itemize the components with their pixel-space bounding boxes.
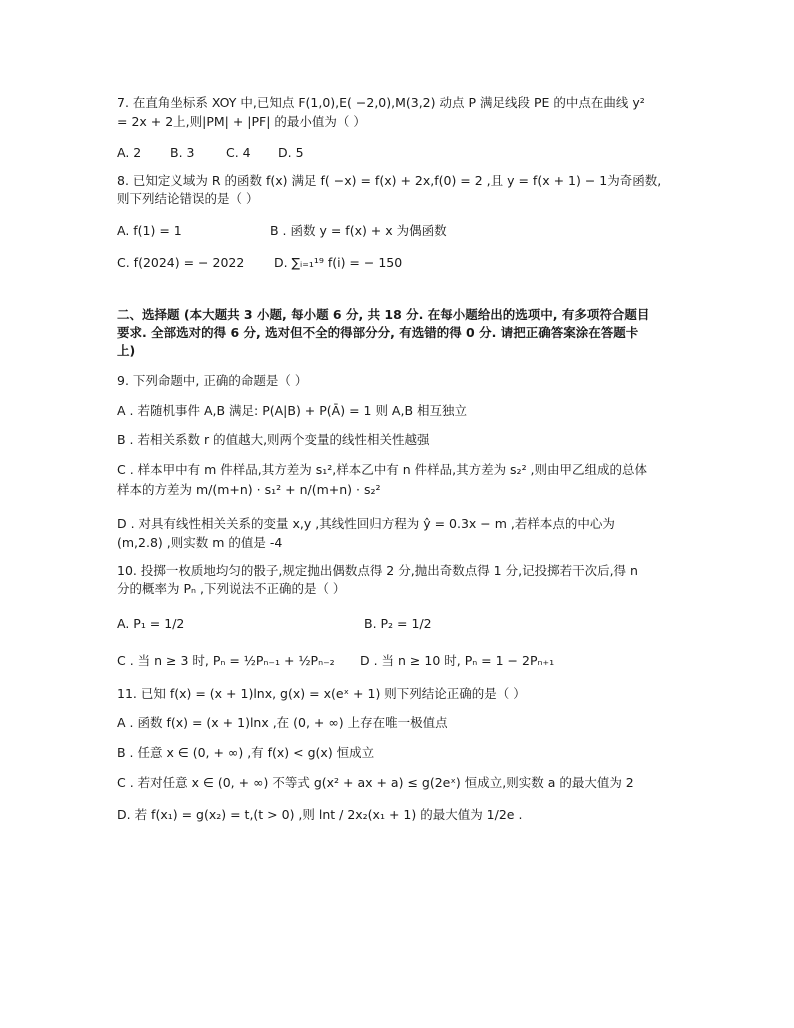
section2-heading-line2: 要求. 全部选对的得 6 分, 选对但不全的得部分分, 有选错的得 0 分. 请把正确答案涂在答题卡 — [117, 325, 639, 340]
q9-option-c-line2: 样本的方差为 m/(m+n) · s₁² + n/(m+n) · s₂² — [117, 482, 381, 497]
q9-option-a: A . 若随机事件 A,B 满足: P(A|B) + P(Ā) = 1 则 A,B 相互独立 — [117, 403, 467, 418]
q11-option-c: C . 若对任意 x ∈ (0, + ∞) 不等式 g(x² + ax + a) ≤ g(2eˣ) 恒成立,则实数 a 的最大值为 2 — [117, 775, 634, 790]
q7-stem-line1: 7. 在直角坐标系 XOY 中,已知点 F(1,0),E( −2,0),M(3,2) 动点 P 满足线段 PE 的中点在曲线 y² — [117, 95, 645, 110]
section2-heading-line3: 上) — [117, 343, 136, 358]
q11-option-d: D. 若 f(x₁) = g(x₂) = t,(t > 0) ,则 lnt / 2x₂(x₁ + 1) 的最大值为 1/2e . — [117, 807, 523, 822]
q10-option-a: A. P₁ = 1/2 — [117, 616, 185, 631]
q11-option-a: A . 函数 f(x) = (x + 1)lnx ,在 (0, + ∞) 上存在唯一极值点 — [117, 715, 448, 730]
q8-option-c: C. f(2024) = − 2022 — [117, 255, 245, 270]
q7-stem-line2: = 2x + 2上,则|PM| + |PF| 的最小值为（ ） — [117, 114, 366, 129]
q9-option-b: B . 若相关系数 r 的值越大,则两个变量的线性相关性越强 — [117, 432, 430, 447]
q8-stem-line2: 则下列结论错误的是（ ） — [117, 191, 259, 206]
q7-option-d: D. 5 — [278, 145, 304, 160]
q10-option-c: C . 当 n ≥ 3 时, Pₙ = ½Pₙ₋₁ + ½Pₙ₋₂ — [117, 653, 335, 668]
q10-stem-line2: 分的概率为 Pₙ ,下列说法不正确的是（ ） — [117, 581, 346, 596]
q7-option-b: B. 3 — [170, 145, 195, 160]
q10-option-d: D . 当 n ≥ 10 时, Pₙ = 1 − 2Pₙ₊₁ — [360, 653, 555, 668]
q9-option-d-line1: D . 对具有线性相关关系的变量 x,y ,其线性回归方程为 ŷ = 0.3x − m ,若样本点的中心为 — [117, 516, 615, 531]
q11-option-b: B . 任意 x ∈ (0, + ∞) ,有 f(x) < g(x) 恒成立 — [117, 745, 375, 760]
q8-option-d: D. ∑ᵢ₌₁¹⁹ f(i) = − 150 — [274, 255, 403, 270]
q10-option-b: B. P₂ = 1/2 — [364, 616, 432, 631]
section2-heading-line1: 二、选择题 (本大题共 3 小题, 每小题 6 分, 共 18 分. 在每小题给出的选项中, 有多项符合题目 — [117, 307, 650, 322]
q8-option-b: B . 函数 y = f(x) + x 为偶函数 — [270, 223, 447, 238]
q7-option-a: A. 2 — [117, 145, 142, 160]
q9-stem: 9. 下列命题中, 正确的命题是（ ） — [117, 373, 308, 388]
q9-option-d-line2: (m,2.8) ,则实数 m 的值是 -4 — [117, 535, 283, 550]
q10-stem-line1: 10. 投掷一枚质地均匀的骰子,规定抛出偶数点得 2 分,抛出奇数点得 1 分,记投掷若干次后,得 n — [117, 563, 638, 578]
q8-option-a: A. f(1) = 1 — [117, 223, 182, 238]
q11-stem: 11. 已知 f(x) = (x + 1)lnx, g(x) = x(eˣ + 1) 则下列结论正确的是（ ） — [117, 686, 526, 701]
q7-option-c: C. 4 — [226, 145, 251, 160]
q8-stem-line1: 8. 已知定义域为 R 的函数 f(x) 满足 f( −x) = f(x) + 2x,f(0) = 2 ,且 y = f(x + 1) − 1为奇函数, — [117, 173, 662, 188]
q9-option-c-line1: C . 样本甲中有 m 件样品,其方差为 s₁²,样本乙中有 n 件样品,其方差为 s₂² ,则由甲乙组成的总体 — [117, 462, 648, 477]
